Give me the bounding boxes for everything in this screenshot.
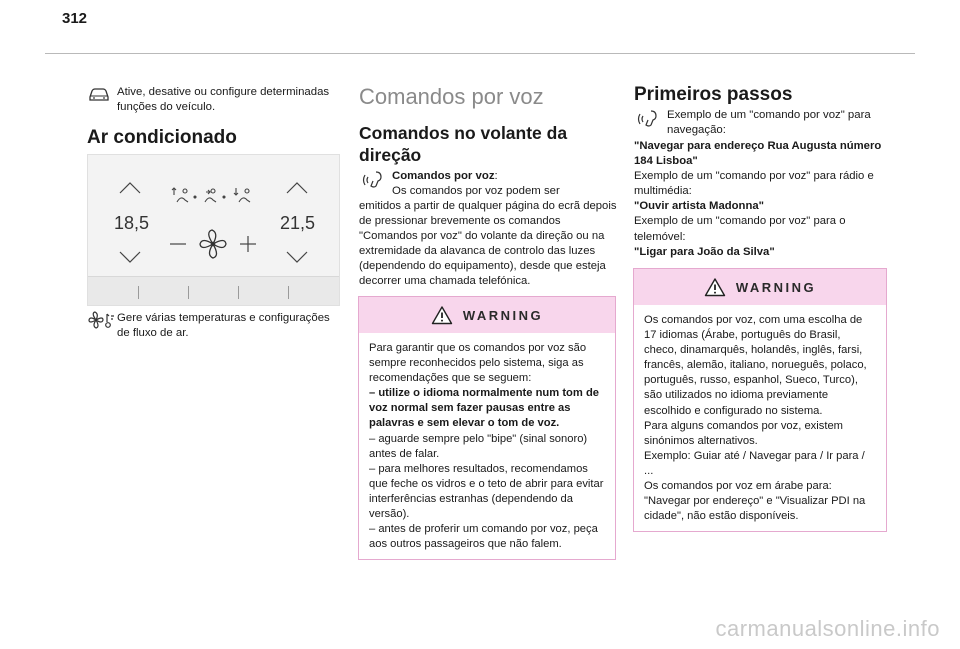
bar-tick — [288, 286, 289, 299]
climate-screen — [87, 154, 340, 306]
watermark: carmanualsonline.info — [715, 616, 940, 641]
warning-title: WARNING — [735, 279, 817, 295]
right-temperature: 21,5 — [280, 213, 316, 233]
fan-plus-icon — [240, 236, 256, 252]
right-temp-up-icon — [287, 183, 307, 193]
warning-bullet-3: – para melhores resultados, recomendamos que feche os vidros e o teto de abrir para evitar interferências estranhas (dependendo da versão). — [369, 462, 604, 521]
bar-tick — [138, 286, 139, 299]
synonyms-paragraph: Para alguns comandos por voz, existem sinónimos alternativos. — [644, 419, 843, 447]
airflow-mode-icons — [172, 188, 250, 202]
ac-heading: Ar condicionado — [87, 127, 237, 148]
car-settings-line — [87, 85, 345, 115]
airflow-caption-text: Gere várias temperaturas e configurações de fluxo de ar. — [117, 312, 330, 339]
voice-commands-paragraph: emitidos a partir de qualquer página do ecrã depois de pressionar brevemente os comandos "Comandos por voz" do volante da direção ou na extremidade da alavanca de controlo das luzes (dependendo do equipamento), desde que esteja decorrer uma chamada telefónica. — [359, 200, 617, 288]
voice-command-icon — [362, 169, 392, 194]
voice-commands-intro — [362, 169, 617, 199]
first-steps-examples — [634, 139, 888, 260]
fan-icon — [200, 230, 226, 258]
first-steps-heading: Primeiros passos — [634, 84, 793, 105]
bar-tick — [188, 286, 189, 299]
arabic-paragraph: Os comandos por voz em árabe para: "Navegar por endereço" e "Visualizar PDI na cidade", não estão disponíveis. — [644, 480, 866, 523]
voice-commands-heading: Comandos por voz — [359, 84, 544, 109]
header-rule — [45, 53, 915, 54]
radio-command: "Ouvir artista Madonna" — [634, 200, 764, 213]
fan-temperature-icon — [87, 311, 117, 334]
phone-command: "Ligar para João da Silva" — [634, 245, 775, 258]
warning-title: WARNING — [462, 307, 544, 323]
car-icon — [87, 85, 117, 108]
warning-bullet-2: – aguarde sempre pelo "bipe" (sinal sonoro) antes de falar. — [369, 432, 588, 460]
warning-header — [359, 297, 615, 333]
label-colon: : — [494, 170, 498, 182]
left-temp-down-icon — [120, 252, 140, 262]
warning-triangle-icon — [431, 305, 453, 325]
warning-bullet-4: – antes de proferir um comando por voz, peça aos outros passageiros que não falem. — [369, 523, 598, 551]
warning-triangle-icon — [704, 277, 726, 297]
right-temp-down-icon — [287, 252, 307, 262]
bar-tick — [238, 286, 239, 299]
navigation-command: "Navegar para endereço Rua Augusta número 184 Lisboa" — [634, 140, 882, 168]
page-number: 312 — [62, 10, 88, 27]
warning-header — [634, 269, 886, 305]
warning-intro: Para garantir que os comandos por voz são sempre reconhecidos pelo sistema, siga as recomendações que se seguem: — [369, 342, 587, 385]
screen-bottom-bar — [88, 276, 339, 305]
warning-bullet-1: – utilize o idioma normalmente num tom de voz normal sem fazer pausas entre as palavras e sem elevar o tom de voz. — [369, 387, 599, 430]
languages-paragraph: Os comandos por voz, com uma escolha de 17 idiomas (Árabe, português do Brasil, checo, dinamarquês, holandês, inglês, farsi, francês, alemão, italiano, norueguês, polaco, português, russo, espanhol, Sueco, Turco), são utilizados no idioma previamente escolhido e configurado no sistema. — [644, 314, 867, 417]
radio-example-text: Exemplo de um "comando por voz" para rádio e multimédia: — [634, 170, 874, 198]
left-temperature: 18,5 — [114, 213, 150, 233]
steering-wheel-commands-heading: Comandos no volante da direção — [359, 123, 568, 165]
voice-commands-intro-first: Os comandos por voz podem ser — [392, 185, 560, 197]
voice-commands-label: Comandos por voz — [392, 170, 495, 182]
navigation-example-line — [637, 108, 889, 138]
navigation-example-text: Exemplo de um "comando por voz" para navegação: — [667, 109, 871, 136]
warning-box-languages — [633, 268, 887, 532]
phone-example-text: Exemplo de um "comando por voz" para o telemóvel: — [634, 215, 846, 243]
synonyms-example: Exemplo: Guiar até / Navegar para / Ir para / ... — [644, 449, 865, 477]
warning-box-voice — [358, 296, 616, 560]
car-settings-text: Ative, desative ou configure determinadas funções do veículo. — [117, 86, 330, 113]
left-temp-up-icon — [120, 183, 140, 193]
airflow-caption-line — [87, 311, 345, 341]
voice-command-icon — [637, 108, 667, 133]
